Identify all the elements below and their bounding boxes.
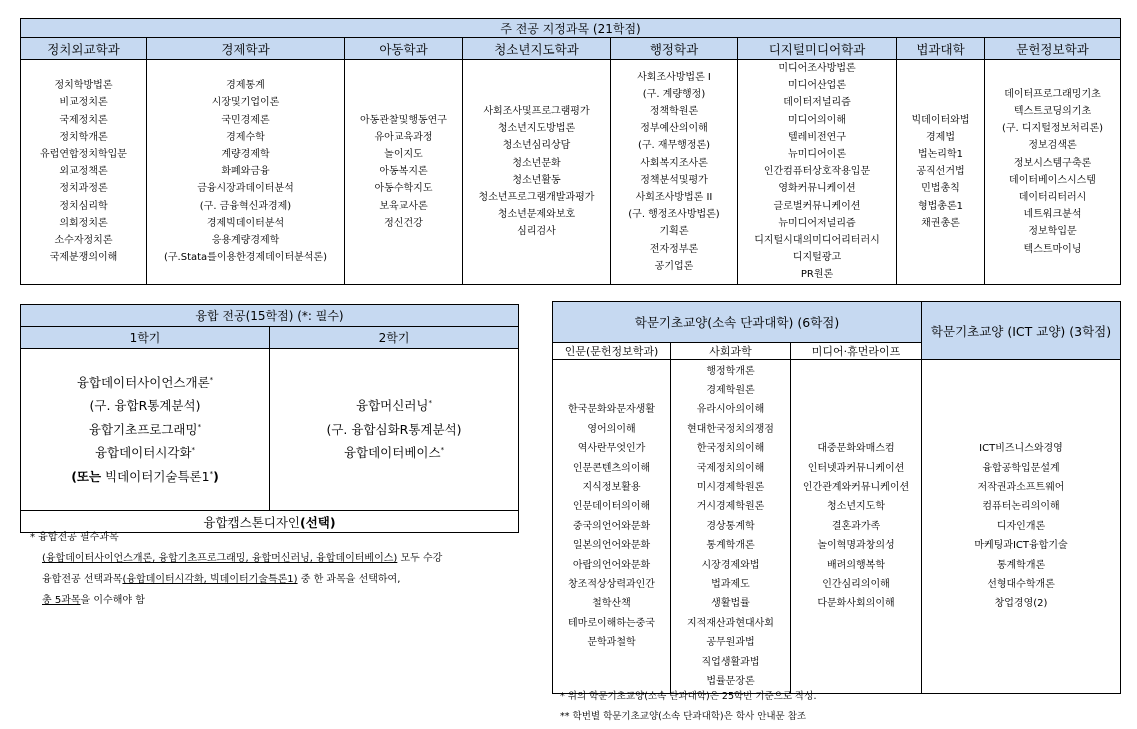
course-item: 데이터프로그래밍기초: [1004, 88, 1101, 100]
course-item: 융합데이터시각화*: [94, 445, 196, 461]
department-header: 정치외교학과: [21, 38, 147, 60]
course-item: (구. 금융혁신과경제): [199, 200, 292, 212]
course-item: (구. 디지털정보처리론): [1001, 123, 1104, 135]
course-item: 법논리학1: [917, 149, 963, 161]
course-item: 비교정치론: [59, 97, 108, 109]
department-courses: [21, 60, 147, 285]
ict-courses: [922, 360, 1121, 694]
note-line: * 융합전공 필수과목: [30, 532, 119, 543]
course-item: 경제수학: [226, 131, 265, 143]
course-item: 전자정부론: [649, 243, 699, 255]
department-header: 경제학과: [147, 38, 345, 60]
course-item: (구. 재무행정론): [637, 140, 711, 152]
course-item: 글로벌커뮤니케이션: [773, 200, 861, 212]
course-item: 한국문화와문자생활: [568, 404, 655, 416]
course-item: 통계학개론: [996, 559, 1046, 571]
course-item: 현대한국정치의쟁점: [687, 423, 774, 435]
course-item: 창업경영(2): [994, 598, 1048, 610]
course-item: 경상통계학: [706, 520, 755, 532]
course-item: 아동수학지도: [374, 183, 433, 195]
course-item: 디지털시대의미디어리터러시: [754, 235, 880, 247]
course-item: 영화커뮤니케이션: [778, 183, 856, 195]
note-line: (융합데이터사이언스개론, 융합기초프로그래밍, 융합머신러닝, 융합데이터베이스) 모두 수강: [42, 553, 443, 564]
course-item: 청소년지도방법론: [497, 123, 576, 135]
course-item: 국제분쟁의이해: [49, 252, 118, 264]
course-item: 융합머신러닝*: [356, 398, 432, 414]
note-line: 총 5과목을 이수해야 함: [42, 595, 145, 606]
course-item: 텍스트마이닝: [1023, 243, 1082, 255]
course-item: 미디어조사방법론: [778, 63, 856, 74]
department-courses: [985, 60, 1121, 285]
course-item: 국민경제론: [221, 114, 270, 126]
course-item: 인간심리의이해: [822, 579, 890, 591]
course-item: 청소년지도학: [827, 501, 885, 513]
course-item: 네트워크분석: [1023, 209, 1082, 221]
course-item: 공무원과법: [706, 637, 755, 649]
course-item: 공직선거법: [916, 166, 965, 178]
note-line: * 위의 학문기초교양(소속 단과대학)은 25학번 기준으로 작성.: [560, 691, 817, 702]
course-item: 외교정책론: [59, 166, 108, 178]
basic-column-header: 인문(문헌정보학과): [553, 343, 671, 360]
course-item: 정치과정론: [59, 183, 108, 195]
note-line: ** 학번별 학문기초교양(소속 단과대학)은 학사 안내문 참조: [560, 711, 807, 722]
semester-1-header: 1학기: [21, 327, 270, 349]
course-item: 소수자정치론: [54, 235, 113, 247]
course-item: (구.Stata를이용한경제데이터분석론): [163, 252, 327, 264]
course-item: 기획론: [659, 226, 689, 238]
course-item: 융합기초프로그래밍*: [88, 421, 202, 437]
course-item: 미디어산업론: [788, 80, 846, 92]
course-item: 정치심리학: [59, 200, 108, 212]
course-item: 사회복지조사론: [640, 157, 708, 169]
course-item: (또는 빅데이터기술특론1*): [71, 468, 219, 484]
department-courses: [147, 60, 345, 285]
course-item: 형법총론1: [917, 200, 963, 212]
course-item: 놀이혁명과창의성: [817, 540, 895, 552]
course-item: 미디어의이해: [788, 114, 846, 126]
course-item: 영어의이해: [587, 423, 636, 435]
course-item: 인간관계와커뮤니케이션: [802, 481, 910, 493]
department-header: 아동학과: [345, 38, 463, 60]
course-item: 경제빅데이터분석: [206, 217, 285, 229]
convergence-notes: [30, 527, 442, 611]
course-item: 데이터저널리즘: [783, 97, 851, 109]
course-item: 국제정치론: [59, 114, 108, 126]
course-item: 일본의언어와문화: [572, 540, 651, 552]
course-item: 청소년프로그램개발과평가: [478, 192, 595, 204]
course-item: 아동복지론: [379, 166, 428, 178]
course-item: 디자인개론: [996, 520, 1046, 532]
course-item: 데이터리터러시: [1018, 192, 1087, 204]
course-item: 미시경제학원론: [696, 481, 765, 493]
course-item: (구. 행정조사방법론): [628, 209, 720, 221]
course-item: 결혼과가족: [831, 520, 881, 532]
course-item: 지식정보활용: [582, 481, 641, 493]
semester-2-courses: [270, 349, 519, 511]
department-header: 법과대학: [897, 38, 985, 60]
course-item: (구. 계량행정): [642, 88, 706, 100]
department-courses: [345, 60, 463, 285]
course-item: 뉴미디어저널리즘: [778, 217, 856, 229]
course-item: 정치학개론: [59, 131, 108, 143]
department-courses: [897, 60, 985, 285]
course-item: 계량경제학: [221, 149, 270, 161]
course-item: 행정학개론: [706, 365, 755, 377]
note-line: 융합전공 선택과목(융합데이터시각화, 빅데이터기술특론1) 중 한 과목을 선택하여,: [42, 574, 401, 585]
course-item: 창조적상상력과인간: [568, 579, 655, 591]
course-item: 공기업론: [654, 260, 694, 272]
course-item: 빅데이터와법: [911, 114, 970, 126]
course-item: 텍스트코딩의기초: [1013, 106, 1092, 117]
course-item: 컴퓨터논리의이해: [982, 501, 1060, 513]
course-item: 심리검사: [517, 226, 556, 238]
course-item: 저작권과소프트웨어: [977, 481, 1065, 493]
college-basic-title: 학문기초교양(소속 단과대학) (6학점): [553, 302, 922, 343]
course-item: 정책분석및평가: [640, 174, 708, 186]
semester-2-header: 2학기: [270, 327, 519, 349]
course-item: (구. 융합R통계분석): [89, 398, 201, 414]
course-item: 인간컴퓨터상호작용입문: [763, 166, 871, 178]
course-item: 중국의언어와문화: [572, 520, 651, 532]
course-item: 사회조사및프로그램평가: [483, 106, 590, 117]
course-item: 배려의행복학: [827, 559, 885, 571]
capstone-row: 융합캡스톤디자인(선택): [21, 511, 519, 533]
basic-column-courses: [791, 360, 922, 694]
course-item: 시장경제와법: [701, 559, 760, 571]
course-item: 마케팅과ICT융합기술: [974, 540, 1068, 552]
department-courses: [738, 60, 897, 285]
basic-liberal-arts-table: [552, 301, 1121, 694]
convergence-table: [20, 304, 519, 533]
course-item: 놀이지도: [384, 149, 423, 161]
course-item: 유아교육과정: [374, 131, 433, 143]
course-item: 의회정치론: [59, 217, 108, 229]
course-item: 생활법률: [711, 598, 750, 610]
course-item: 경제학원론: [706, 384, 755, 396]
department-header: 디지털미디어학과: [738, 38, 897, 60]
course-item: 뉴미디어이론: [788, 149, 846, 161]
course-item: 민법총칙: [921, 183, 960, 195]
course-item: PR원론: [800, 269, 834, 281]
course-item: 인터넷과커뮤니케이션: [807, 462, 905, 474]
department-header: 문헌정보학과: [985, 38, 1121, 60]
course-item: 융합데이터사이언스개론*: [76, 374, 214, 390]
course-item: 금융시장과데이터분석: [197, 183, 294, 195]
course-item: 법과제도: [711, 579, 750, 591]
course-item: (구. 융합심화R통계분석): [326, 421, 462, 437]
course-item: 선형대수학개론: [987, 579, 1055, 591]
course-item: 응용계량경제학: [211, 235, 280, 247]
course-item: 한국정치의이해: [696, 443, 765, 455]
main-major-table: [20, 18, 1121, 285]
course-item: 화폐와금융: [221, 166, 270, 178]
course-item: 유럽연합정치학입문: [40, 149, 127, 161]
course-item: 정보검색론: [1028, 140, 1077, 152]
course-item: 텔레비전연구: [788, 131, 846, 143]
course-item: 사회조사방법론 II: [635, 192, 713, 204]
course-item: 철학산책: [592, 598, 631, 610]
course-item: 정신건강: [384, 217, 423, 229]
course-item: 정부예산의이해: [640, 123, 708, 135]
course-item: 경제통계: [226, 80, 265, 92]
course-item: 데이터베이스시스템: [1009, 174, 1096, 186]
department-courses: [463, 60, 611, 285]
course-item: 융합데이터베이스*: [343, 445, 445, 461]
course-item: 대중문화와매스컴: [817, 443, 895, 455]
course-item: 테마로이해하는중국: [568, 617, 655, 629]
course-item: 디지털광고: [792, 252, 842, 264]
course-item: 지적재산과현대사회: [687, 617, 774, 629]
course-item: 경제법: [926, 131, 955, 143]
course-item: 청소년문화: [512, 157, 561, 169]
basic-column-courses: [553, 360, 671, 694]
course-item: 인문데이터의이해: [572, 501, 651, 513]
course-item: 정치학방법론: [54, 80, 113, 92]
course-item: 보육교사론: [379, 200, 428, 212]
course-item: 청소년심리상담: [502, 140, 571, 152]
course-item: 역사란무엇인가: [577, 443, 646, 455]
course-item: 아동관찰및행동연구: [360, 114, 447, 126]
course-item: 시장및기업이론: [211, 97, 280, 109]
basic-column-courses: [671, 360, 791, 694]
department-header: 청소년지도학과: [463, 38, 611, 60]
basic-notes: [560, 687, 816, 727]
course-item: 정보학입문: [1028, 226, 1077, 238]
course-item: 청소년문제와보호: [497, 209, 576, 221]
main-major-title: 주 전공 지정과목 (21학점): [21, 19, 1121, 38]
course-item: 인문콘텐츠의이해: [572, 462, 651, 474]
department-header: 행정학과: [611, 38, 738, 60]
course-item: 아랍의언어와문화: [572, 559, 651, 571]
course-item: 법률문장론: [706, 676, 755, 688]
ict-basic-title: 학문기초교양 (ICT 교양) (3학점): [922, 302, 1121, 360]
basic-column-header: 사회과학: [671, 343, 791, 360]
course-item: 거시경제학원론: [696, 501, 765, 513]
course-item: ICT비즈니스와경영: [979, 443, 1063, 455]
semester-1-courses: [21, 349, 270, 511]
course-item: 직업생활과법: [701, 656, 760, 668]
course-item: 융합공학입문설계: [982, 462, 1060, 474]
convergence-title: 융합 전공(15학점) (*: 필수): [21, 305, 519, 327]
course-item: 청소년활동: [512, 174, 561, 186]
course-item: 사회조사방법론 I: [637, 71, 711, 83]
course-item: 채권총론: [921, 217, 960, 229]
course-item: 정책학원론: [649, 106, 699, 117]
course-item: 정보시스템구축론: [1013, 157, 1092, 169]
course-item: 다문화사회의이해: [817, 598, 895, 610]
basic-column-header: 미디어·휴먼라이프: [791, 343, 922, 360]
course-item: 유라시아의이해: [696, 404, 765, 416]
course-item: 문학과철학: [587, 637, 636, 649]
course-item: 국제정치의이해: [696, 462, 765, 474]
department-courses: [611, 60, 738, 285]
course-item: 통계학개론: [706, 540, 755, 552]
